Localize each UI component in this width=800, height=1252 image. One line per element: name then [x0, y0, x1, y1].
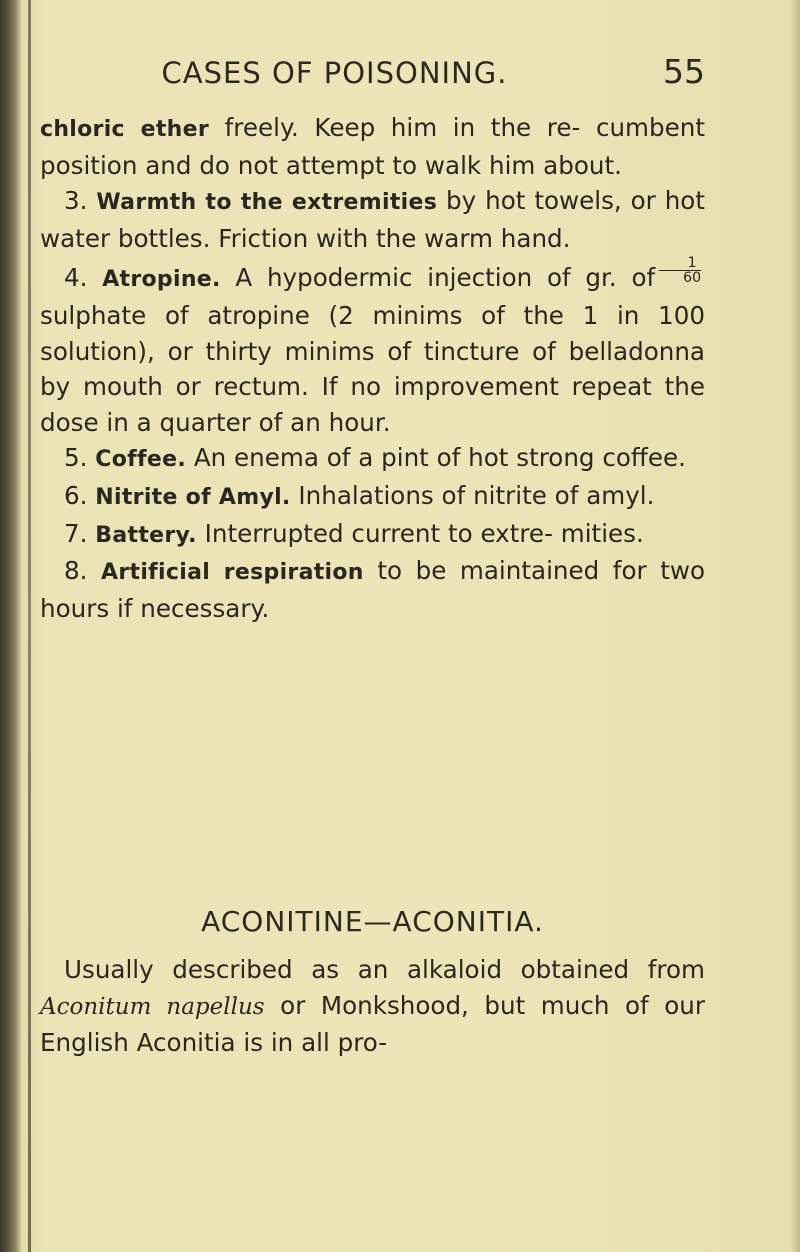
bold-term: Atropine. — [102, 267, 221, 293]
list-item — [40, 256, 705, 440]
paragraph-text: or Monkshood, but much of our English Aconitia is in all pro- — [40, 990, 706, 1058]
paragraph-text: Usually described as an alkaloid obtained from — [64, 955, 705, 984]
running-head: CASES OF POISONING. — [161, 56, 508, 90]
bold-term: Nitrite of Amyl. — [95, 484, 291, 510]
page-header — [40, 46, 705, 96]
page-number: 55 — [663, 52, 705, 91]
page-binding-shadow — [0, 0, 22, 1252]
item-number: 8. — [64, 556, 102, 586]
list-item — [40, 440, 705, 478]
list-item — [40, 478, 705, 516]
item-number: 6. — [64, 480, 96, 510]
page-edge — [790, 0, 800, 1252]
item-number: 5. — [64, 443, 96, 473]
fraction-denominator: 60 — [683, 270, 701, 287]
bold-term: chloric ether — [40, 117, 210, 142]
list-item — [40, 553, 705, 626]
paragraph-text: Interrupted current to extre- mities. — [196, 518, 644, 548]
section-body — [40, 952, 705, 1061]
paragraph-text: A hypodermic injection of gr. of — [220, 263, 656, 293]
page-binding-line — [28, 0, 31, 1252]
bold-term: Warmth to the extremities — [96, 190, 438, 216]
bold-term: Artificial respiration — [101, 560, 364, 586]
paragraph-text: to be maintained for two hours if necessary. — [40, 556, 705, 623]
paragraph-text: An enema of a pint of hot strong coffee. — [186, 443, 686, 473]
bold-term: Coffee. — [95, 447, 186, 473]
paragraph-text: by hot towels, or hot water bottles. Friction with the warm hand. — [40, 186, 705, 253]
bold-term: Battery. — [95, 522, 197, 548]
list-item — [40, 516, 705, 554]
italic-term: Aconitum napellus — [40, 993, 265, 1020]
fraction-numerator: 1 — [659, 256, 701, 271]
paragraph-text: sulphate of atropine (2 minims of the 1 in 100 solution), or thirty minims of tincture of belladonna by mouth or rectum. If no improvement repeat the dose in a quarter of an hour. — [40, 300, 705, 437]
list-item — [40, 183, 705, 256]
body-text — [40, 110, 705, 626]
paragraph-continuation — [40, 110, 705, 183]
section-paragraph — [40, 952, 705, 1061]
item-number: 7. — [64, 518, 96, 548]
item-number: 3. — [64, 186, 97, 216]
section-heading: ACONITINE—ACONITIA. — [201, 905, 544, 938]
item-number: 4. — [64, 263, 103, 293]
fraction — [659, 256, 701, 285]
paragraph-text: freely. Keep him in the re- cumbent position and do not attempt to walk him about. — [40, 113, 705, 180]
paragraph-text: Inhalations of nitrite of amyl. — [290, 480, 655, 510]
